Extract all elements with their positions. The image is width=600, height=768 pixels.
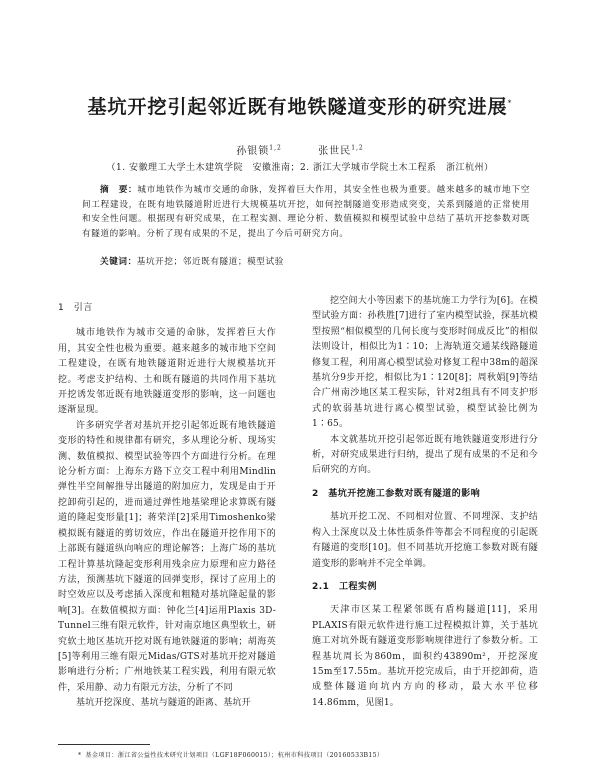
footnote-text: 基金项目：浙江省公益性技术研究计划项目（LGF18F060015）；杭州市科技项目（20160533B15）: [85, 752, 384, 759]
footnote: [78, 750, 548, 759]
title-footnote-mark: *: [507, 98, 513, 108]
body-paragraph: 基坑开挖工况、不同相对位置、不同埋深、支护结构入土深度以及土体性质条件等都会不同程度的引起既有隧道的变形[10]。但不同基坑开挖施工参数对既有隧道变形的影响并不完全单调。: [312, 512, 538, 569]
paper-title: 基坑开挖引起邻近既有地铁隧道变形的研究进展*: [87, 96, 513, 118]
abstract-label: 摘 要：: [100, 185, 138, 195]
affiliation: （1. 安徽理工大学土木建筑学院 安徽淮南；2. 浙江大学城市学院土木工程系 浙江杭州）: [106, 163, 494, 173]
abstract-text: 城市地铁作为城市交通的命脉，发挥着巨大作用，其安全性也极为重要。越来越多的城市地下空间工程建设，在既有地铁隧道附近进行大规模基坑开挖，如何控制隧道变形造成突变，关系到隧道的正常使用和安全性问题。根据现有研究成果，在工程实测、理论分析、数值模拟和模型试验中总结了基坑开挖参数对既有隧道的影响。分析了现有成果的不足，提出了今后可研究方向。: [82, 185, 530, 239]
footnote-mark: *: [78, 752, 82, 759]
author-line: [0, 142, 600, 157]
body-paragraph: 天津市区某工程紧邻既有盾构隧道[11]，采用PLAXIS有限元软件进行施工过程模拟计算，关于基坑施工对坑外既有隧道变形影响规律进行了参数分析。工程基坑周长为860m，面积约43890m²，开挖深度15m至17.55m。基坑开挖完成后，由于开挖卸荷，造成整体隧道向坑内方向的移动，最大水平位移14.86mm，见图1。: [312, 605, 538, 708]
body-paragraph: 挖空间大小等因素下的基坑施工力学行为[6]。在模型试验方面：孙秩胜[7]进行了室内模型试验，探基坑模型按照“相似模型的几何长度与变形时间成反比”的相似法则设计，相似比为1∶10；上海轨道交通某线路隧道修复工程，利用离心模型试验对修复工程中38m的超深基坑分9步开挖，相似比为1∶120[8]；周秋娟[9]等结合广州南沙地区某工程实际，针对2组具有不同支护形式的软弱基坑进行离心模型试验，模型试验比例为1∶65。: [312, 296, 538, 430]
body-paragraph: 本文就基坑开挖引起邻近既有地铁隧道变形进行分析，对研究成果进行归纳，提出了现有成果的不足和今后研究的方向。: [312, 434, 538, 476]
right-column: [312, 294, 538, 711]
abstract: [82, 183, 530, 241]
author-name: 孙银锁: [236, 146, 270, 157]
author-affiliation-mark: 1,2: [269, 144, 282, 152]
footnote-divider: [58, 744, 150, 745]
section-1-heading: 1 引言: [58, 303, 93, 313]
body-paragraph: 城市地铁作为城市交通的命脉，发挥着巨大作用，其安全性也极为重要。越来越多的城市地下空间工程建设，在既有地铁隧道附近进行大规模基坑开挖。考虑支护结构、土和既有隧道的共同作用下基坑开挖诱发邻近既有地铁隧道变形的影响，这一问题也逐渐显现。: [58, 328, 276, 416]
section-2-heading: 2 基坑开挖施工参数对既有隧道的影响: [312, 488, 481, 499]
left-column: [58, 295, 276, 712]
body-paragraph: 许多研究学者对基坑开挖引起邻近既有地铁隧道变形的特性和规律都有研究，多从理论分析、现场实测、数值模拟、模型试验等四个方面进行分析。在理论分析方面：上海东方路下立交工程中利用Mindlin弹性半空间解推导出隧道的附加应力，发现是由于开挖卸荷引起的，进而通过弹性地基梁理论求算既有隧道的隆起变形量[1]；蒋荣洋[2]采用Timoshenko梁模拟既有隧道的剪切效应，作出在隧道开挖作用下的上部既有隧道纵向响应的理论解答；上海广场的基坑工程计算基坑隆起变形利用残余应力原理和应力路径方法，预测基坑下隧道的回弹变形，探讨了应用上的时空效应以及考虑插入深度和粗糙对基坑隆起量的影响[3]。在数值模拟方面：钟化兰[4]运用Plaxis 3D-Tunnel三维有限元软件，针对南京地区典型软土，研究软土地区基坑开挖对既有地铁隧道的影响；胡海英[5]等利用三维有限元Midas/GTS对基坑开挖对隧道影响进行分析；广州地铁某工程实践，利用有限元软件，采用静、动力有限元方法，分析了不同: [58, 420, 276, 693]
author-name: 张世民: [318, 146, 352, 157]
keywords-text: 基坑开挖；邻近既有隧道；模型试验: [136, 257, 284, 267]
author-affiliation-mark: 1,2: [351, 144, 364, 152]
body-paragraph: 基坑开挖深度、基坑与隧道的距离、基坑开: [76, 698, 251, 709]
keywords-label: 关键词：: [100, 257, 137, 267]
keywords: [100, 255, 530, 267]
section-2-1-heading: 2.1 工程实例: [312, 581, 377, 592]
